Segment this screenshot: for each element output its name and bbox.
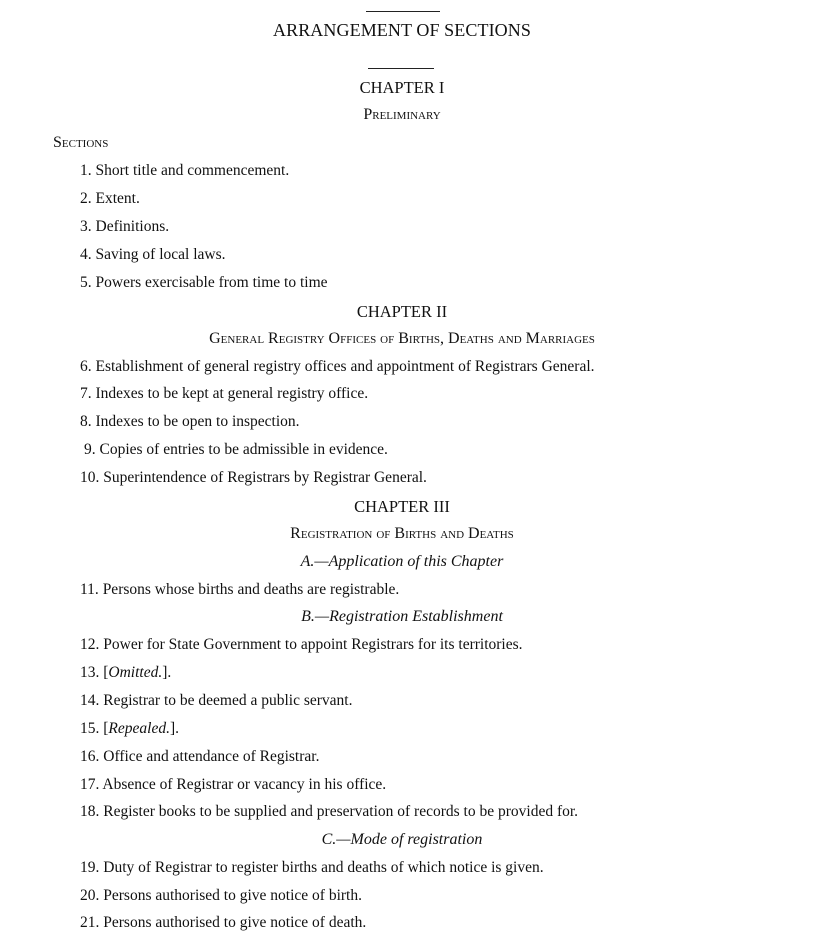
item-text: Registrar to be deemed a public servant.: [103, 692, 353, 709]
item-number: 2.: [80, 190, 92, 207]
item-number: 13.: [80, 664, 100, 681]
item-number: 11.: [80, 581, 99, 598]
item-text: Extent.: [95, 190, 140, 207]
item-number: 1.: [80, 162, 92, 179]
title-rule: [368, 68, 434, 69]
chapter-3-subheading: Registration of Births and Deaths: [290, 525, 514, 542]
item-text: Duty of Registrar to register births and deaths of which notice is given.: [103, 859, 544, 876]
list-item: [80, 469, 427, 487]
list-item: [80, 413, 300, 431]
item-bracket-open: [: [103, 720, 109, 737]
list-item: [80, 776, 386, 794]
item-text: Office and attendance of Registrar.: [103, 748, 320, 765]
item-text: Power for State Government to appoint Registrars for its territories.: [103, 636, 523, 653]
item-number: 19.: [80, 859, 100, 876]
item-text: Copies of entries to be admissible in evidence.: [99, 441, 388, 458]
item-text: Indexes to be open to inspection.: [95, 413, 300, 430]
top-rule: [366, 11, 440, 12]
list-item: [80, 274, 328, 292]
list-item: [80, 720, 179, 738]
chapter-2-subheading: General Registry Offices of Births, Deaths and Marriages: [209, 330, 595, 347]
list-item: [80, 859, 544, 877]
part-a-heading: A.—Application of this Chapter: [300, 553, 504, 570]
list-item: [80, 914, 366, 932]
item-text: Indexes to be kept at general registry office.: [95, 385, 369, 402]
list-item: [80, 246, 226, 264]
item-text: Superintendence of Registrars by Registrar General.: [103, 469, 427, 486]
list-item: [80, 636, 523, 654]
item-number: 10.: [80, 469, 100, 486]
list-item: [80, 748, 319, 766]
document-title: ARRANGEMENT OF SECTIONS: [273, 20, 531, 40]
item-italic-text: Omitted.: [108, 664, 163, 681]
list-item: [80, 218, 169, 236]
item-number: 4.: [80, 246, 92, 263]
list-item: [80, 664, 171, 682]
item-text: Register books to be supplied and preservation of records to be provided for.: [103, 803, 579, 820]
item-number: 21.: [80, 914, 100, 931]
item-text: Saving of local laws.: [95, 246, 226, 263]
item-number: 16.: [80, 748, 100, 765]
item-number: 9.: [84, 441, 96, 458]
item-text: Persons authorised to give notice of death.: [103, 914, 367, 931]
item-number: 6.: [80, 358, 92, 375]
item-number: 18.: [80, 803, 100, 820]
item-bracket-close: ].: [169, 720, 180, 737]
chapter-3-heading: CHAPTER III: [354, 497, 450, 516]
item-text: Absence of Registrar or vacancy in his office.: [102, 776, 387, 793]
item-bracket-close: ].: [162, 664, 172, 681]
item-number: 3.: [80, 218, 92, 235]
item-number: 7.: [80, 385, 92, 402]
list-item: [80, 190, 140, 208]
list-item: [80, 385, 368, 403]
list-item: [84, 441, 388, 459]
part-c-heading: C.—Mode of registration: [321, 831, 483, 848]
item-text: Persons whose births and deaths are registrable.: [102, 581, 400, 598]
list-item: [80, 692, 352, 710]
list-item: [80, 581, 399, 599]
item-text: Establishment of general registry offices and appointment of Registrars General.: [95, 358, 595, 375]
list-item: [80, 162, 289, 180]
chapter-1-subheading: Preliminary: [363, 106, 441, 123]
chapter-1-heading: CHAPTER I: [359, 78, 445, 97]
sections-label: Sections: [53, 134, 109, 151]
item-text: Persons authorised to give notice of birth.: [103, 887, 362, 904]
chapter-2-heading: CHAPTER II: [356, 302, 448, 321]
list-item: [80, 803, 578, 821]
item-bracket-open: [: [103, 664, 109, 681]
item-text: Definitions.: [95, 218, 170, 235]
item-number: 20.: [80, 887, 100, 904]
item-italic-text: Repealed.: [108, 720, 170, 737]
item-number: 15.: [80, 720, 100, 737]
item-number: 5.: [80, 274, 92, 291]
item-text: Short title and commencement.: [95, 162, 290, 179]
item-number: 12.: [80, 636, 100, 653]
item-number: 8.: [80, 413, 92, 430]
item-number: 14.: [80, 692, 100, 709]
part-b-heading: B.—Registration Establishment: [301, 608, 503, 625]
item-number: 17.: [80, 776, 100, 793]
item-text: Powers exercisable from time to time: [95, 274, 328, 291]
list-item: [80, 887, 362, 905]
list-item: [80, 358, 595, 376]
